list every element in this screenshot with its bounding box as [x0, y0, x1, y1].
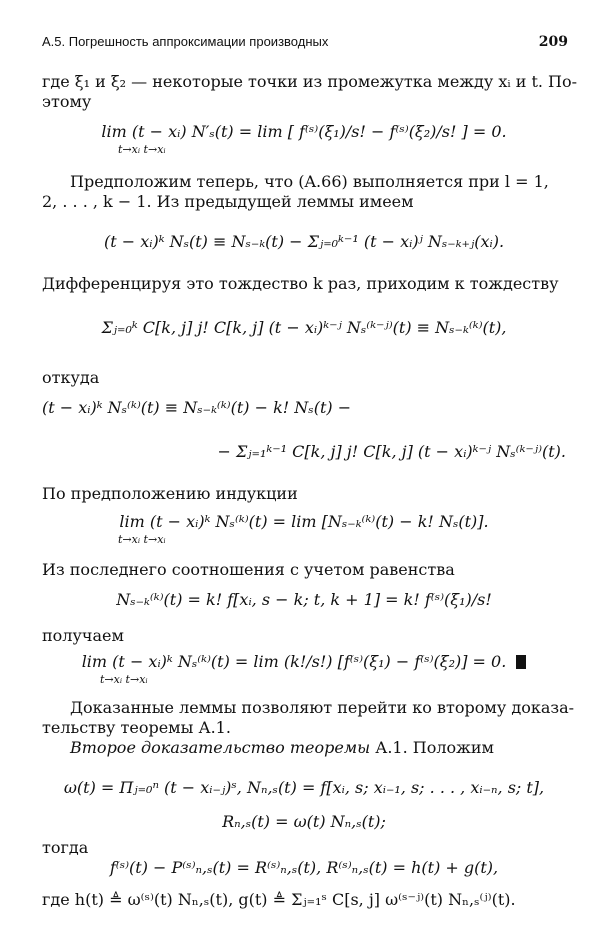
equation-final-limit-text: lim (t − xᵢ)ᵏ Nₛ⁽ᵏ⁾(t) = lim (k!/s!) [f⁽ˢ⁾(ξ₁) − f⁽ˢ⁾(ξ₂)] = 0.: [81, 652, 507, 671]
text-line: где ξ₁ и ξ₂ — некоторые точки из промежутка между xᵢ и t. По-: [42, 72, 578, 91]
text-line: где h(t) ≜ ω⁽ˢ⁾(t) Nₙ,ₛ(t), g(t) ≜ Σⱼ₌₁ˢ C[s, j] ω⁽ˢ⁻ʲ⁾(t) Nₙ,ₛ⁽ʲ⁾(t).: [42, 890, 516, 909]
equation-limit-subscript: t→xᵢ t→xᵢ: [118, 533, 166, 546]
equation-derivative-error: f⁽ˢ⁾(t) − P⁽ˢ⁾ₙ,ₛ(t) = R⁽ˢ⁾ₙ,ₛ(t), R⁽ˢ⁾ₙ,ₛ(t) = h(t) + g(t),: [109, 858, 499, 877]
equation-rearranged-part1: (t − xᵢ)ᵏ Nₛ⁽ᵏ⁾(t) ≡ Nₛ₋ₖ⁽ᵏ⁾(t) − k! Nₛ(t) −: [42, 398, 352, 417]
qed-mark: [516, 655, 526, 669]
text-line: По предположению индукции: [42, 484, 298, 503]
equation-rearranged-part2: − Σⱼ₌₁ᵏ⁻¹ C[k, j] j! C[k, j] (t − xᵢ)ᵏ⁻ʲ Nₛ⁽ᵏ⁻ʲ⁾(t).: [217, 442, 566, 461]
text-line: Предположим теперь, что (A.66) выполняется при l = 1,: [70, 172, 549, 191]
equation-omega-definition: ω(t) = Πⱼ₌₀ⁿ (t − xᵢ₋ⱼ)ˢ, Nₙ,ₛ(t) = f[xᵢ, s; xᵢ₋₁, s; . . . , xᵢ₋ₙ, s; t],: [63, 778, 545, 797]
equation-divided-difference: Nₛ₋ₖ⁽ᵏ⁾(t) = k! f[xᵢ, s − k; t, k + 1] = k! f⁽ˢ⁾(ξ₁)/s!: [116, 590, 492, 609]
text-line: этому: [42, 92, 92, 111]
text-line: [70, 738, 494, 758]
equation-induction-limit: lim (t − xᵢ)ᵏ Nₛ⁽ᵏ⁾(t) = lim [Nₛ₋ₖ⁽ᵏ⁾(t) − k! Nₛ(t)].: [119, 512, 489, 531]
equation-limit-subscript: t→xᵢ t→xᵢ: [100, 673, 148, 686]
running-header: [42, 34, 568, 50]
equation-identity: (t − xᵢ)ᵏ Nₛ(t) ≡ Nₛ₋ₖ(t) − Σⱼ₌₀ᵏ⁻¹ (t − xᵢ)ʲ Nₛ₋ₖ₊ⱼ(xᵢ).: [103, 232, 505, 251]
theorem-proof-heading: Второе доказательство теоремы: [70, 738, 371, 757]
text-line: тельству теоремы А.1.: [42, 718, 231, 737]
text-line: 2, . . . , k − 1. Из предыдущей леммы имеем: [42, 192, 414, 211]
theorem-proof-heading-rest: А.1. Положим: [370, 738, 494, 757]
section-title: А.5. Погрешность аппроксимации производных: [42, 34, 329, 49]
equation-limit-first-derivative: lim (t − xᵢ) N′ₛ(t) = lim [ f⁽ˢ⁾(ξ₁)/s! − f⁽ˢ⁾(ξ₂)/s! ] = 0.: [101, 122, 507, 141]
text-line: тогда: [42, 838, 89, 857]
equation-limit-subscript: t→xᵢ t→xᵢ: [118, 143, 166, 156]
page-number: 209: [538, 34, 568, 50]
equation-final-limit: [0, 652, 608, 672]
text-line: откуда: [42, 368, 100, 387]
text-line: Доказанные леммы позволяют перейти ко второму доказа-: [70, 698, 575, 717]
equation-remainder: Rₙ,ₛ(t) = ω(t) Nₙ,ₛ(t);: [222, 812, 386, 831]
text-line: Дифференцируя это тождество k раз, приходим к тождеству: [42, 274, 559, 293]
text-line: получаем: [42, 626, 124, 645]
equation-differentiated-identity: Σⱼ₌₀ᵏ C[k, j] j! C[k, j] (t − xᵢ)ᵏ⁻ʲ Nₛ⁽ᵏ⁻ʲ⁾(t) ≡ Nₛ₋ₖ⁽ᵏ⁾(t),: [101, 318, 507, 337]
text-line: Из последнего соотношения с учетом равенства: [42, 560, 455, 579]
